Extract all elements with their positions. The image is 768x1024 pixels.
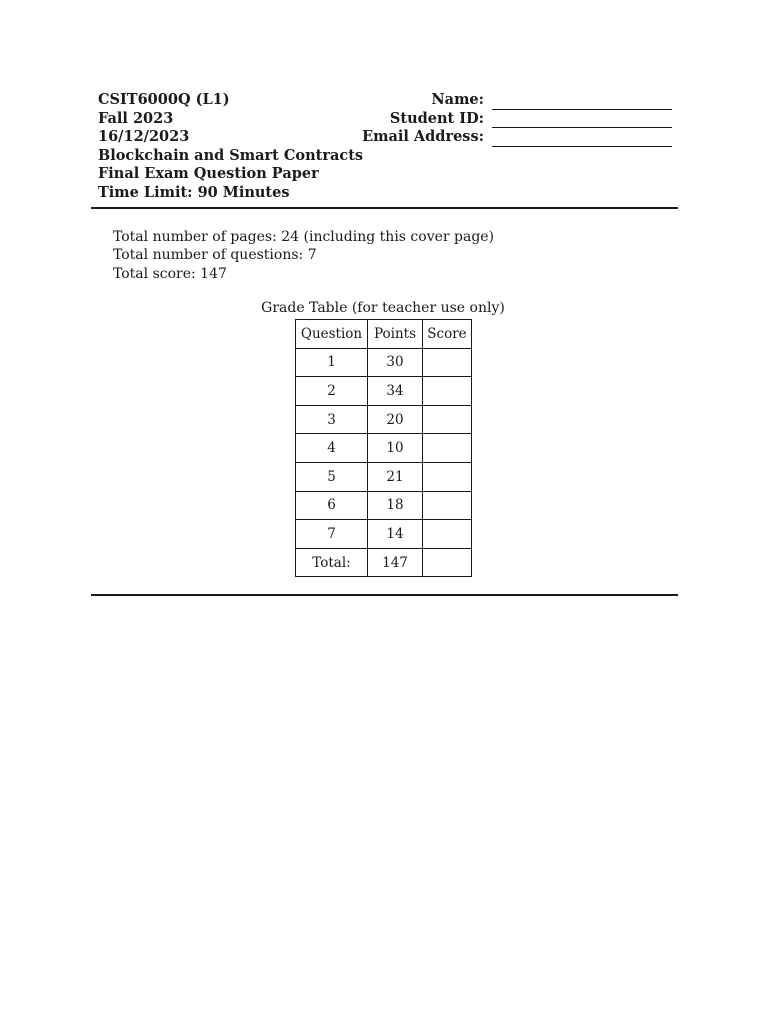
header-divider — [91, 207, 678, 209]
table-row — [296, 405, 472, 434]
total-pages: Total number of pages: 24 (including this cover page) — [113, 229, 495, 245]
table-row — [296, 377, 472, 406]
question-number: 7 — [296, 520, 368, 549]
question-points: 18 — [368, 491, 423, 520]
student-id-label: Student ID: — [389, 109, 484, 127]
footer-divider — [91, 594, 678, 596]
question-points: 21 — [368, 462, 423, 491]
question-number: 3 — [296, 405, 368, 434]
name-field[interactable] — [492, 96, 672, 110]
column-header-points: Points — [368, 320, 423, 349]
email-label: Email Address: — [362, 128, 484, 146]
column-header-question: Question — [296, 320, 368, 349]
email-field[interactable] — [492, 133, 672, 147]
table-row — [296, 520, 472, 549]
column-header-score: Score — [423, 320, 472, 349]
question-points: 30 — [368, 348, 423, 377]
student-id-field[interactable] — [492, 114, 672, 128]
total-points: 147 — [368, 548, 423, 577]
grade-table — [295, 319, 472, 577]
total-score-cell[interactable] — [423, 548, 472, 577]
table-row — [296, 348, 472, 377]
table-row — [296, 462, 472, 491]
student-id-field-row — [300, 110, 672, 129]
question-number: 4 — [296, 434, 368, 463]
question-points: 14 — [368, 520, 423, 549]
question-score-cell[interactable] — [423, 434, 472, 463]
student-fields — [300, 91, 672, 147]
table-row — [296, 434, 472, 463]
question-score-cell[interactable] — [423, 491, 472, 520]
grade-table-caption: Grade Table (for teacher use only) — [261, 300, 505, 316]
exam-date: 16/12/2023 — [98, 128, 190, 146]
question-score-cell[interactable] — [423, 377, 472, 406]
total-questions: Total number of questions: 7 — [113, 247, 317, 264]
question-number: 6 — [296, 491, 368, 520]
course-code: CSIT6000Q (L1) — [98, 91, 230, 108]
total-score: Total score: 147 — [113, 265, 227, 282]
question-points: 10 — [368, 434, 423, 463]
question-points: 20 — [368, 405, 423, 434]
term: Fall 2023 — [98, 109, 174, 127]
name-field-row — [300, 91, 672, 110]
question-number: 2 — [296, 377, 368, 406]
course-name: Blockchain and Smart Contracts — [98, 146, 364, 164]
time-limit: Time Limit: 90 Minutes — [98, 183, 290, 201]
paper-title: Final Exam Question Paper — [98, 165, 319, 183]
question-score-cell[interactable] — [423, 405, 472, 434]
question-number: 1 — [296, 348, 368, 377]
email-field-row — [300, 128, 672, 147]
table-row — [296, 491, 472, 520]
question-score-cell[interactable] — [423, 348, 472, 377]
name-label: Name: — [431, 91, 484, 108]
question-points: 34 — [368, 377, 423, 406]
question-score-cell[interactable] — [423, 520, 472, 549]
question-score-cell[interactable] — [423, 462, 472, 491]
exam-summary — [113, 228, 494, 283]
total-row — [296, 548, 472, 577]
question-number: 5 — [296, 462, 368, 491]
grade-table-header-row — [296, 320, 472, 349]
total-label: Total: — [296, 548, 368, 577]
